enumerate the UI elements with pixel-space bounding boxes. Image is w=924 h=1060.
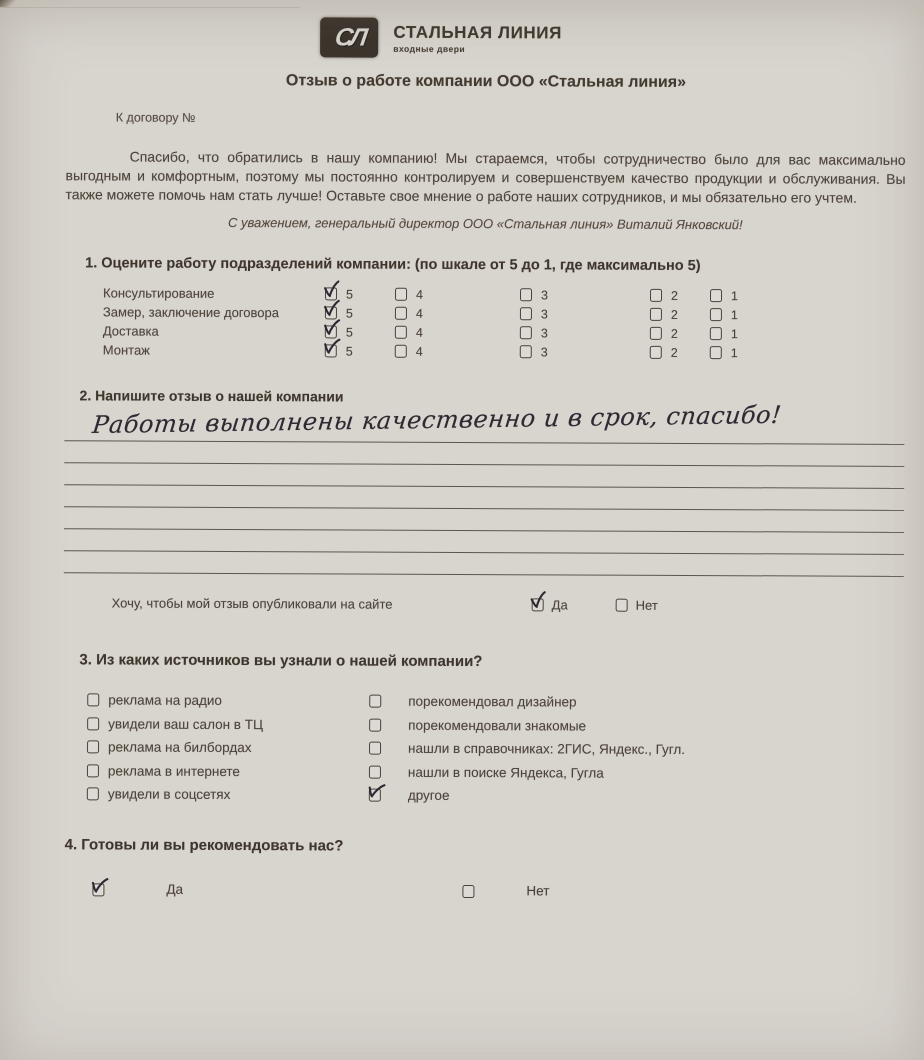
- rating-option: [650, 288, 710, 302]
- rating-option: [710, 346, 770, 360]
- rating-option: [395, 344, 520, 359]
- rating-row-label: Доставка: [102, 323, 159, 339]
- source-option-left: [87, 712, 369, 737]
- handwritten-check-icon: [322, 299, 341, 318]
- rating-option: [520, 345, 650, 360]
- rating-checkbox-4[interactable]: [395, 326, 407, 339]
- review-writing-area: [64, 400, 905, 577]
- section1-heading: 1. Оцените работу подразделений компании: (по шкале от 5 до 1, где максимально 5): [85, 255, 701, 275]
- handwritten-check-icon: [528, 590, 549, 611]
- rating-option: [650, 326, 710, 340]
- source-option-right: [369, 690, 685, 715]
- source-option-right: [369, 713, 685, 738]
- rating-checkbox-5[interactable]: [325, 344, 337, 357]
- rating-value-label: 1: [730, 307, 738, 322]
- source-checkbox[interactable]: [87, 764, 99, 777]
- source-option-label: увидели ваш салон в ТЦ: [108, 716, 264, 732]
- source-checkbox[interactable]: [87, 788, 99, 801]
- handwritten-review: Работы выполнены качественно и в срок, спасибо!: [91, 400, 783, 440]
- rating-option: [395, 325, 520, 340]
- source-option-left: [87, 759, 369, 784]
- source-options-right-column: [369, 690, 686, 809]
- recommend-no-checkbox[interactable]: [462, 885, 474, 898]
- rating-value-label: 1: [730, 326, 738, 341]
- source-option-label: порекомендовал дизайнер: [408, 694, 577, 710]
- recommend-row: [62, 881, 902, 907]
- source-option-label: нашли в поиске Яндекса, Гугла: [407, 764, 604, 781]
- rating-option: [395, 306, 520, 321]
- section-sources: [63, 651, 904, 809]
- handwritten-check-icon: [321, 337, 342, 358]
- rating-checkbox-2[interactable]: [650, 327, 662, 340]
- source-option-right: [369, 760, 685, 785]
- rating-checkbox-2[interactable]: [650, 346, 662, 359]
- section-ratings: [65, 255, 905, 363]
- source-options-left-column: [87, 688, 370, 807]
- rating-checkbox-3[interactable]: [520, 288, 532, 301]
- rating-value-label: 5: [345, 343, 353, 359]
- source-option-label: порекомендовали знакомые: [408, 717, 587, 734]
- rating-option: [520, 307, 650, 322]
- rating-option: [710, 289, 770, 303]
- rating-option: [520, 288, 650, 303]
- brand-tagline: входные двери: [393, 43, 466, 54]
- recommend-yes-label: Да: [166, 881, 184, 897]
- source-checkbox[interactable]: [369, 718, 381, 731]
- rating-value-label: 4: [415, 344, 423, 359]
- rating-checkbox-1[interactable]: [710, 327, 722, 340]
- rating-checkbox-2[interactable]: [650, 289, 662, 302]
- source-option-left: [87, 688, 369, 713]
- rating-checkbox-4[interactable]: [395, 307, 407, 320]
- rating-row-label: Замер, заключение договора: [102, 304, 279, 321]
- handwritten-check-icon: [321, 280, 341, 300]
- rating-option: [710, 308, 770, 322]
- section-recommend: [62, 836, 902, 907]
- rating-checkbox-4[interactable]: [395, 288, 407, 301]
- source-option-label: другое: [407, 788, 450, 804]
- rating-value-label: 3: [540, 287, 549, 302]
- rating-row: [103, 340, 905, 362]
- publish-consent-label: Хочу, чтобы мой отзыв опубликовали на сайте: [111, 595, 393, 612]
- rating-value-label: 2: [670, 288, 679, 303]
- rating-option: [395, 287, 520, 302]
- source-option-label: реклама в интернете: [107, 763, 241, 779]
- rating-value-label: 4: [415, 287, 424, 302]
- rating-value-label: 1: [730, 345, 738, 360]
- director-signature-line: С уважением, генеральный директор ООО «Стальная линия» Виталий Янковский!: [227, 214, 743, 233]
- source-option-left: [87, 735, 369, 760]
- source-checkbox[interactable]: [369, 765, 381, 778]
- rating-checkbox-4[interactable]: [395, 345, 407, 358]
- rating-value-label: 3: [540, 325, 548, 340]
- section2-heading: 2. Напишите отзыв о нашей компании: [79, 387, 344, 405]
- rating-checkbox-1[interactable]: [710, 308, 722, 321]
- rating-value-label: 3: [540, 306, 548, 321]
- publish-no-label: Нет: [635, 597, 658, 613]
- source-checkbox[interactable]: [369, 789, 381, 802]
- brand-name: СТАЛЬНАЯ ЛИНИЯ: [393, 22, 562, 42]
- rating-table: [103, 283, 905, 362]
- rating-value-label: 3: [540, 344, 548, 359]
- publish-yes-checkbox[interactable]: [532, 598, 544, 611]
- section-review: [64, 387, 905, 619]
- publish-no-checkbox[interactable]: [616, 599, 628, 612]
- rating-row-label: Монтаж: [102, 342, 150, 358]
- publish-yes-option: [532, 597, 568, 612]
- rating-checkbox-3[interactable]: [520, 326, 532, 339]
- rating-checkbox-3[interactable]: [520, 345, 532, 358]
- rating-value-label: 4: [415, 325, 423, 340]
- rating-value-label: 1: [730, 288, 739, 303]
- brand-header: [21, 16, 861, 60]
- ruled-line: [64, 551, 904, 577]
- publish-no-option: [616, 598, 658, 613]
- section4-heading: 4. Готовы ли вы рекомендовать нас?: [64, 835, 344, 854]
- logo-monogram: СЛ: [332, 22, 367, 52]
- handwritten-check-icon: [322, 318, 342, 338]
- source-option-label: нашли в справочниках: 2ГИС, Яндекс., Гугл.: [408, 741, 686, 758]
- source-option-right: [369, 784, 685, 809]
- source-option-label: увидели в соцсетях: [107, 786, 231, 803]
- source-option-right: [369, 737, 685, 762]
- rating-checkbox-1[interactable]: [710, 289, 722, 302]
- source-options: [87, 688, 904, 809]
- rating-value-label: 2: [670, 326, 678, 341]
- source-checkbox[interactable]: [87, 694, 99, 707]
- rating-value-label: 5: [345, 305, 353, 321]
- rating-value-label: 5: [345, 324, 353, 340]
- rating-checkbox-1[interactable]: [710, 346, 722, 359]
- brand-text: [393, 22, 562, 54]
- rating-option: [325, 344, 395, 358]
- source-checkbox[interactable]: [369, 695, 381, 708]
- rating-checkbox-3[interactable]: [520, 307, 532, 320]
- rating-option: [650, 345, 710, 359]
- publish-yes-label: Да: [551, 597, 568, 613]
- source-checkbox[interactable]: [87, 741, 99, 754]
- source-option-label: реклама на радио: [108, 692, 222, 709]
- publish-consent-row: [64, 595, 904, 619]
- rating-row-label: Консультирование: [102, 285, 215, 301]
- source-option-left: [87, 782, 369, 807]
- source-checkbox[interactable]: [87, 717, 99, 730]
- rating-option: [520, 326, 650, 341]
- rating-value-label: 5: [345, 286, 354, 302]
- rating-option: [650, 307, 710, 321]
- recommend-yes-checkbox[interactable]: [92, 883, 104, 896]
- section3-heading: 3. Из каких источников вы узнали о нашей компании?: [79, 651, 483, 671]
- intro-paragraph: Спасибо, что обратились в нашу компанию! Мы стараемся, чтобы сотрудничество было для вас максимально выгодным и комфортным, поэтому мы постоянно контролируем и совершенствуем качество продукции и обслуживания. Вы также можете помочь нам стать лучше! Оставьте свое мнение о работе наших сотрудников, и мы обязательно его учтем.: [65, 148, 906, 206]
- rating-value-label: 4: [415, 306, 423, 321]
- source-option-label: реклама на билбордах: [108, 739, 252, 756]
- contract-number-label: К договору №: [115, 110, 196, 125]
- rating-checkbox-2[interactable]: [650, 308, 662, 321]
- page-title: Отзыв о работе компании ООО «Стальная линия»: [285, 72, 687, 91]
- company-logo: [320, 17, 378, 57]
- recommend-no-label: Нет: [526, 882, 550, 898]
- rating-option: [710, 327, 770, 341]
- rating-value-label: 2: [670, 307, 678, 322]
- rating-value-label: 2: [670, 345, 678, 360]
- handwritten-check-icon: [88, 875, 110, 897]
- source-checkbox[interactable]: [369, 742, 381, 755]
